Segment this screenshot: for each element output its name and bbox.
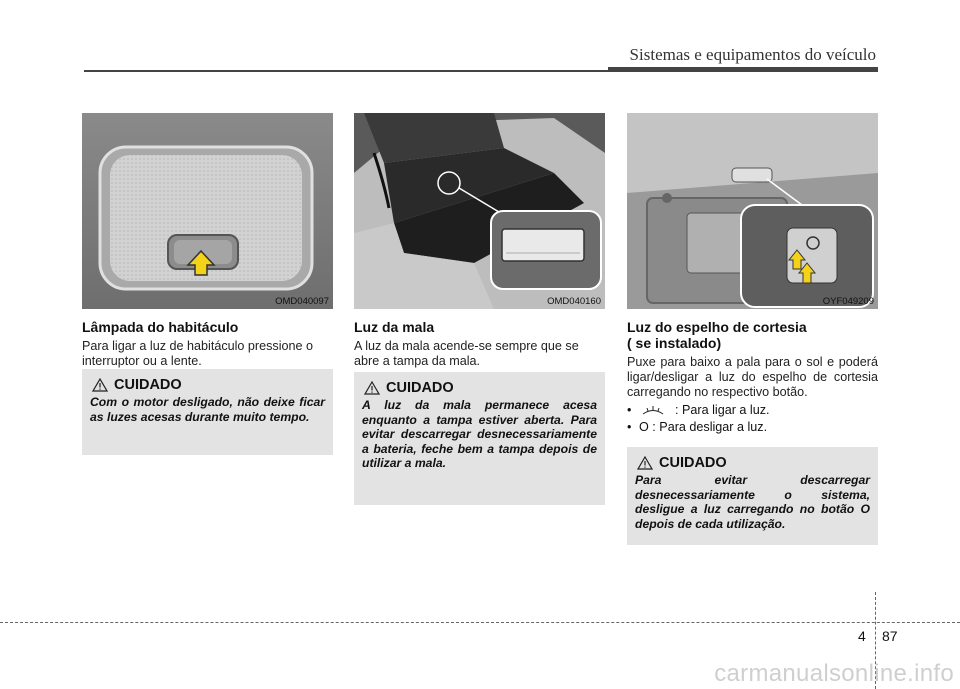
bullet-light-on-text: : Para ligar a luz. (675, 403, 770, 417)
section-heading: Luz da mala (354, 319, 435, 335)
section-body: Puxe para baixo a pala para o sol e poderá ligar/desligar a luz do espelho de cortesia carregando no respectivo botão. (627, 355, 878, 399)
section-heading-line1: Luz do espelho de cortesia (627, 319, 807, 335)
warning-icon (92, 378, 108, 392)
light-off-symbol: O (639, 420, 649, 434)
footer-rule (0, 622, 960, 623)
page-header-title: Sistemas e equipamentos do veículo (629, 45, 876, 64)
section-heading: Lâmpada do habitáculo (82, 319, 239, 335)
header-rule (84, 70, 878, 72)
page-number: 87 (882, 628, 898, 644)
caution-title: CUIDADO (659, 455, 727, 471)
trunk-light-photo (354, 113, 605, 309)
caution-title: CUIDADO (386, 380, 454, 396)
image-code: OYF049209 (822, 296, 874, 307)
watermark: carmanualsonline.info (714, 660, 954, 687)
bullet-light-off (627, 419, 878, 436)
warning-icon (637, 456, 653, 470)
image-code: OMD040097 (275, 296, 329, 307)
section-heading-line2: ( se instalado) (627, 335, 722, 351)
bullet-light-off-text: : Para desligar a luz. (652, 420, 768, 434)
image-code: OMD040160 (547, 296, 601, 307)
bullet-light-on (627, 402, 878, 419)
caution-text: Com o motor desligado, não deixe ficar as luzes acesas durante muito tempo. (90, 395, 325, 424)
light-on-icon (639, 406, 667, 416)
caution-text: Para evitar descarregar desnecessariamente o sistema, desligue a luz carregando no botão O depois de cada utilização. (635, 473, 870, 531)
interior-lamp-photo (82, 113, 333, 309)
caution-title: CUIDADO (114, 377, 182, 393)
caution-box (354, 372, 605, 505)
section-heading (627, 319, 878, 351)
warning-icon (364, 381, 380, 395)
vanity-mirror-photo (627, 113, 878, 309)
section-vanity-mirror-lamp (627, 113, 878, 531)
caution-box (82, 369, 333, 455)
section-body: Para ligar a luz de habitáculo pressione o interruptor ou a lente. (82, 339, 314, 368)
section-interior-lamp (82, 113, 333, 424)
caution-box (627, 447, 878, 545)
caution-text: A luz da mala permanece acesa enquanto a tampa estiver aberta. Para evitar descarregar desnecessariamente a bateria, feche bem a tampa depois de utilizar a mala. (362, 398, 597, 470)
section-trunk-light (354, 113, 605, 470)
chapter-number: 4 (858, 628, 866, 644)
section-body: A luz da mala acende-se sempre que se abre a tampa da mala. (354, 339, 579, 368)
bullet-list (627, 402, 878, 436)
